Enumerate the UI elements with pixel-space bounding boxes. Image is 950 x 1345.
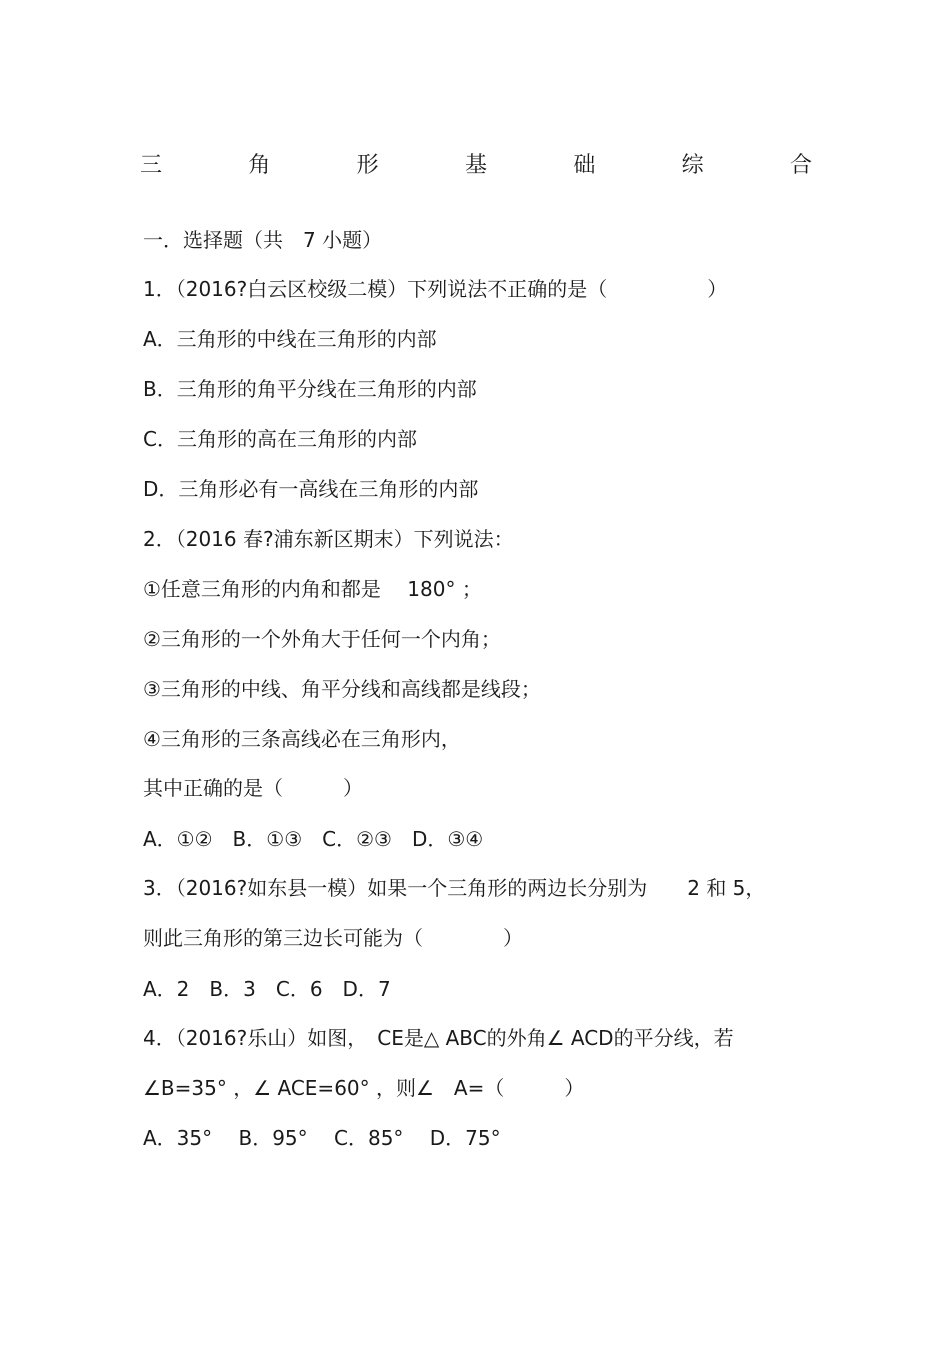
q1-option-d: D．三角形必有一高线在三角形的内部 xyxy=(143,477,479,501)
q2-prompt: 其中正确的是（ ） xyxy=(143,776,363,800)
title-char-4: 基 xyxy=(464,153,487,178)
title-char-3: 形 xyxy=(356,153,379,178)
title-char-5: 础 xyxy=(573,153,596,178)
question-2: 2．（2016 春?浦东新区期末）下列说法： xyxy=(143,527,514,551)
q4-options: A．35° B．95° C．85° D．75° xyxy=(143,1126,501,1150)
title-char-1: 三 xyxy=(140,153,163,178)
question-3: 3．（2016?如东县一模）如果一个三角形的两边长分别为 2 和 5， xyxy=(143,876,766,900)
q1-option-a: A．三角形的中线在三角形的内部 xyxy=(143,327,437,351)
title-char-7: 合 xyxy=(789,153,812,178)
question-4-cont: ∠B=35° ，∠ ACE=60° ，则∠ A=（ ） xyxy=(143,1076,585,1100)
question-4: 4．（2016?乐山）如图， CE是△ ABC的外角∠ ACD的平分线，若 xyxy=(143,1026,734,1050)
q2-statement-4: ④三角形的三条高线必在三角形内， xyxy=(143,727,461,751)
q3-options: A．2 B．3 C．6 D．7 xyxy=(143,977,391,1001)
q1-option-b: B．三角形的角平分线在三角形的内部 xyxy=(143,377,477,401)
title-char-6: 综 xyxy=(681,153,704,178)
q2-statement-1: ①任意三角形的内角和都是 180° ； xyxy=(143,577,482,601)
q2-statement-3: ③三角形的中线、角平分线和高线都是线段； xyxy=(143,677,541,701)
title-char-2: 角 xyxy=(248,153,271,178)
question-3-cont: 则此三角形的第三边长可能为（ ） xyxy=(143,926,523,950)
q2-statement-2: ②三角形的一个外角大于任何一个内角； xyxy=(143,627,501,651)
q2-options: A．①② B．①③ C．②③ D．③④ xyxy=(143,827,484,851)
question-1: 1．（2016?白云区校级二模）下列说法不正确的是（ ） xyxy=(143,277,728,301)
q1-option-c: C．三角形的高在三角形的内部 xyxy=(143,427,417,451)
section-heading: 一．选择题（共 7 小题） xyxy=(143,228,383,252)
page-title xyxy=(140,148,812,184)
